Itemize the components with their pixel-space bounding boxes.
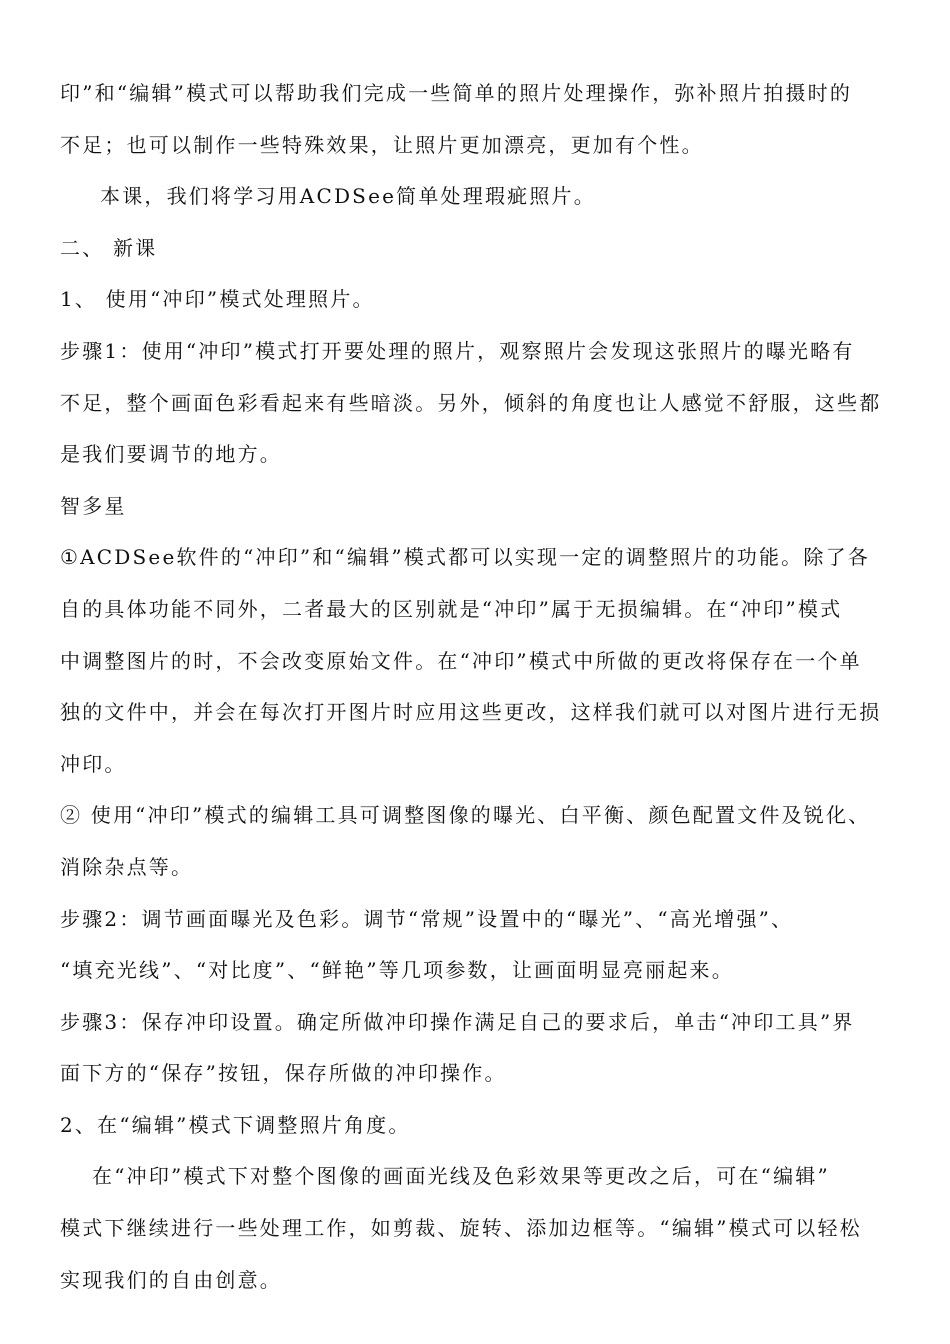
subsection-heading-2: 2、在“编辑”模式下调整照片角度。	[60, 1112, 411, 1137]
tip-1-line: 独的文件中，并会在每次打开图片时应用这些更改，这样我们就可以对图片进行无损	[60, 700, 882, 725]
tip-1-line: 冲印。	[60, 751, 127, 776]
step-3-line: 步骤3：保存冲印设置。确定所做冲印操作满足自己的要求后，单击“冲印工具”界	[60, 1009, 855, 1034]
paragraph-line: 印”和“编辑”模式可以帮助我们完成一些简单的照片处理操作，弥补照片拍摄时的	[60, 81, 853, 105]
step-2-line: 步骤2：调节画面曝光及色彩。调节“常规”设置中的“曝光”、“高光增强”、	[60, 906, 794, 931]
step-1-line: 是我们要调节的地方。	[60, 442, 282, 467]
document-page	[60, 68, 890, 1306]
tip-1-line: ①ACDSee软件的“冲印”和“编辑”模式都可以实现一定的调整照片的功能。除了各	[60, 545, 870, 570]
intro-line: 本课，我们将学习用ACDSee简单处理瑕疵照片。	[100, 184, 596, 209]
tip-heading: 智多星	[60, 493, 127, 518]
paragraph-line: 实现我们的自由创意。	[60, 1267, 282, 1292]
step-1-line: 步骤1：使用“冲印”模式打开要处理的照片，观察照片会发现这张照片的曝光略有	[60, 338, 855, 363]
tip-1-line: 中调整图片的时，不会改变原始文件。在“冲印”模式中所做的更改将保存在一个单	[60, 648, 862, 673]
step-2-line: “填充光线”、“对比度”、“鲜艳”等几项参数，让画面明显亮丽起来。	[60, 958, 734, 983]
tip-2-line: ② 使用“冲印”模式的编辑工具可调整图像的曝光、白平衡、颜色配置文件及锐化、	[60, 803, 871, 828]
section-heading-new-lesson: 二、 新课	[60, 235, 158, 260]
tip-2-line: 消除杂点等。	[60, 854, 194, 879]
paragraph-line: 在“冲印”模式下对整个图像的画面光线及色彩效果等更改之后，可在“编辑”	[92, 1164, 830, 1189]
step-3-line: 面下方的“保存”按钮，保存所做的冲印操作。	[60, 1061, 507, 1086]
paragraph-line: 模式下继续进行一些处理工作，如剪裁、旋转、添加边框等。“编辑”模式可以轻松	[60, 1216, 862, 1241]
step-1-line: 不足，整个画面色彩看起来有些暗淡。另外，倾斜的角度也让人感觉不舒服，这些都	[60, 390, 882, 415]
tip-1-line: 自的具体功能不同外，二者最大的区别就是“冲印”属于无损编辑。在“冲印”模式	[60, 596, 843, 621]
subsection-heading-1: 1、 使用“冲印”模式处理照片。	[60, 287, 375, 312]
paragraph-line: 不足；也可以制作一些特殊效果，让照片更加漂亮，更加有个性。	[60, 132, 704, 157]
